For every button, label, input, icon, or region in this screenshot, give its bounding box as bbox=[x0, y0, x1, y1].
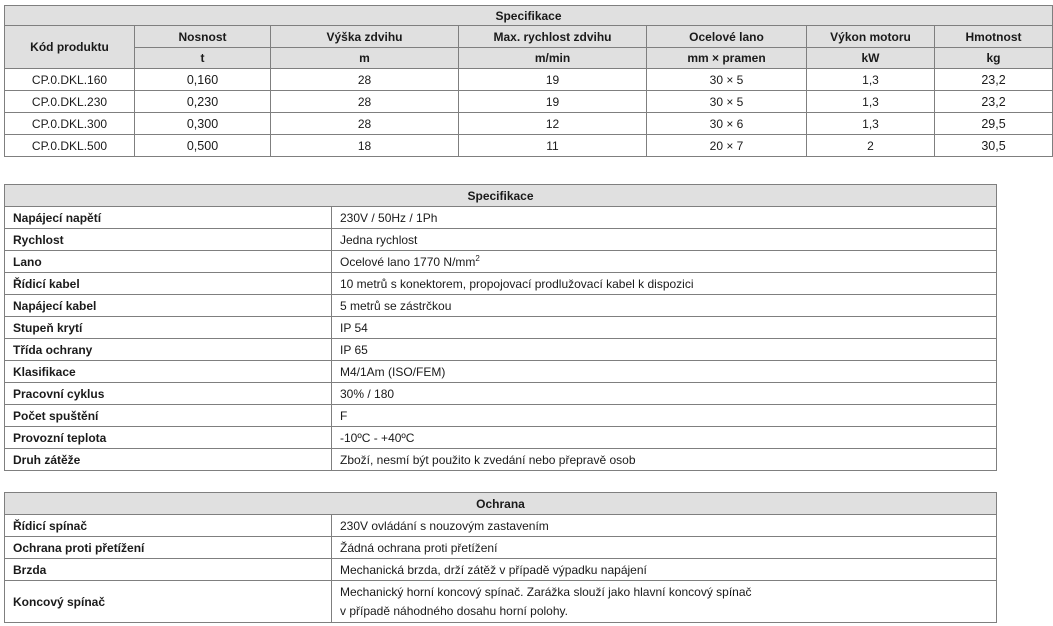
general-spec-table bbox=[4, 184, 997, 471]
cell-power: 2 bbox=[807, 135, 935, 157]
row-value: 5 metrů se zástrčkou bbox=[332, 295, 997, 317]
row-label: Pracovní cyklus bbox=[5, 383, 332, 405]
row-label: Počet spuštění bbox=[5, 405, 332, 427]
cell-lift: 28 bbox=[271, 91, 459, 113]
column-header-speed: Max. rychlost zdvihu bbox=[459, 26, 647, 48]
row-label: Provozní teplota bbox=[5, 427, 332, 449]
row-value: 230V / 50Hz / 1Ph bbox=[332, 207, 997, 229]
table-row bbox=[5, 515, 997, 537]
row-label: Druh zátěže bbox=[5, 449, 332, 471]
cell-speed: 12 bbox=[459, 113, 647, 135]
table-title: Specifikace bbox=[5, 6, 1053, 26]
cell-lift: 18 bbox=[271, 135, 459, 157]
table-row bbox=[5, 273, 997, 295]
unit-rope: mm × pramen bbox=[647, 48, 807, 69]
column-header-weight: Hmotnost bbox=[935, 26, 1053, 48]
unit-lift: m bbox=[271, 48, 459, 69]
product-spec-table bbox=[4, 5, 1053, 157]
row-value: Zboží, nesmí být použito k zvedání nebo přepravě osob bbox=[332, 449, 997, 471]
cell-load: 0,160 bbox=[135, 69, 271, 91]
table-row bbox=[5, 135, 1053, 157]
row-label: Napájecí kabel bbox=[5, 295, 332, 317]
row-value: IP 65 bbox=[332, 339, 997, 361]
column-header-code: Kód produktu bbox=[5, 26, 135, 69]
row-value bbox=[332, 251, 997, 273]
unit-speed: m/min bbox=[459, 48, 647, 69]
cell-code: CP.0.DKL.230 bbox=[5, 91, 135, 113]
row-value-line: Mechanický horní koncový spínač. Zarážka slouží jako hlavní koncový spínač bbox=[340, 584, 752, 599]
cell-lift: 28 bbox=[271, 69, 459, 91]
table-row bbox=[5, 559, 997, 581]
row-value bbox=[332, 581, 997, 623]
cell-code: CP.0.DKL.160 bbox=[5, 69, 135, 91]
row-label: Stupeň krytí bbox=[5, 317, 332, 339]
cell-code: CP.0.DKL.300 bbox=[5, 113, 135, 135]
table-row bbox=[5, 449, 997, 471]
table-row bbox=[5, 317, 997, 339]
table-row bbox=[5, 229, 997, 251]
table-row bbox=[5, 537, 997, 559]
row-value: F bbox=[332, 405, 997, 427]
row-value: 30% / 180 bbox=[332, 383, 997, 405]
row-value: 10 metrů s konektorem, propojovací prodlužovací kabel k dispozici bbox=[332, 273, 997, 295]
cell-power: 1,3 bbox=[807, 69, 935, 91]
cell-weight: 23,2 bbox=[935, 69, 1053, 91]
cell-weight: 30,5 bbox=[935, 135, 1053, 157]
table-row bbox=[5, 207, 997, 229]
cell-weight: 29,5 bbox=[935, 113, 1053, 135]
cell-speed: 19 bbox=[459, 69, 647, 91]
cell-code: CP.0.DKL.500 bbox=[5, 135, 135, 157]
row-value: -10ºC - +40ºC bbox=[332, 427, 997, 449]
cell-speed: 11 bbox=[459, 135, 647, 157]
superscript: 2 bbox=[475, 254, 480, 263]
row-value: 230V ovládání s nouzovým zastavením bbox=[332, 515, 997, 537]
row-value: Mechanická brzda, drží zátěž v případě výpadku napájení bbox=[332, 559, 997, 581]
row-label: Koncový spínač bbox=[5, 581, 332, 623]
row-value-line: v případě náhodného dosahu horní polohy. bbox=[340, 603, 568, 618]
row-value: Jedna rychlost bbox=[332, 229, 997, 251]
table-row bbox=[5, 69, 1053, 91]
row-value: IP 54 bbox=[332, 317, 997, 339]
row-label: Brzda bbox=[5, 559, 332, 581]
unit-power: kW bbox=[807, 48, 935, 69]
row-value: M4/1Am (ISO/FEM) bbox=[332, 361, 997, 383]
column-header-lift: Výška zdvihu bbox=[271, 26, 459, 48]
column-header-load: Nosnost bbox=[135, 26, 271, 48]
table-row bbox=[5, 91, 1053, 113]
row-label: Řídicí spínač bbox=[5, 515, 332, 537]
row-label: Lano bbox=[5, 251, 332, 273]
table-row bbox=[5, 581, 997, 623]
cell-lift: 28 bbox=[271, 113, 459, 135]
cell-weight: 23,2 bbox=[935, 91, 1053, 113]
row-label: Rychlost bbox=[5, 229, 332, 251]
cell-load: 0,500 bbox=[135, 135, 271, 157]
cell-power: 1,3 bbox=[807, 91, 935, 113]
cell-power: 1,3 bbox=[807, 113, 935, 135]
table-row bbox=[5, 361, 997, 383]
table-row bbox=[5, 295, 997, 317]
unit-load: t bbox=[135, 48, 271, 69]
unit-weight: kg bbox=[935, 48, 1053, 69]
table-row bbox=[5, 405, 997, 427]
cell-rope: 30 × 5 bbox=[647, 91, 807, 113]
table-row bbox=[5, 383, 997, 405]
table-row bbox=[5, 427, 997, 449]
row-value-text: Ocelové lano 1770 N/mm bbox=[340, 255, 476, 269]
table-row bbox=[5, 251, 997, 273]
row-label: Třída ochrany bbox=[5, 339, 332, 361]
cell-speed: 19 bbox=[459, 91, 647, 113]
column-header-power: Výkon motoru bbox=[807, 26, 935, 48]
table-title: Specifikace bbox=[5, 185, 997, 207]
row-label: Řídicí kabel bbox=[5, 273, 332, 295]
row-value: Žádná ochrana proti přetížení bbox=[332, 537, 997, 559]
table-title: Ochrana bbox=[5, 493, 997, 515]
row-label: Klasifikace bbox=[5, 361, 332, 383]
cell-load: 0,230 bbox=[135, 91, 271, 113]
row-label: Ochrana proti přetížení bbox=[5, 537, 332, 559]
row-label: Napájecí napětí bbox=[5, 207, 332, 229]
table-row bbox=[5, 113, 1053, 135]
table-row bbox=[5, 339, 997, 361]
cell-rope: 30 × 6 bbox=[647, 113, 807, 135]
protection-table bbox=[4, 492, 997, 623]
cell-rope: 20 × 7 bbox=[647, 135, 807, 157]
cell-load: 0,300 bbox=[135, 113, 271, 135]
column-header-rope: Ocelové lano bbox=[647, 26, 807, 48]
cell-rope: 30 × 5 bbox=[647, 69, 807, 91]
